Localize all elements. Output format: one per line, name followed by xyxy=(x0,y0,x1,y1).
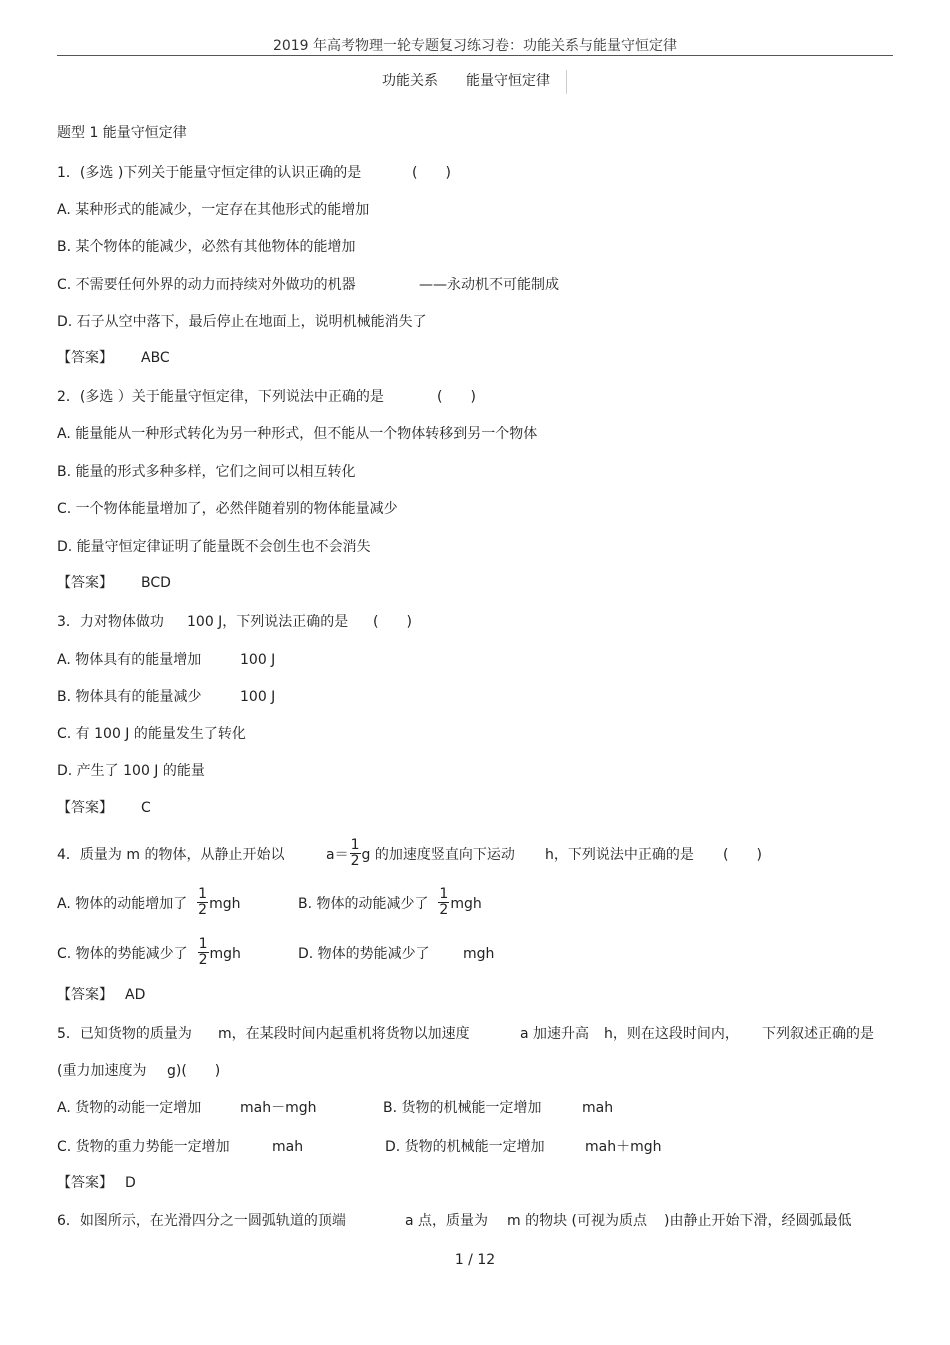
fraction-denominator: 2 xyxy=(350,852,360,869)
question-3-stem-value: 100 J，下列说法正确的是 xyxy=(187,614,349,630)
question-5-stem-part4: h，则在这段时间内， xyxy=(604,1026,739,1042)
question-6-stem-part2: a 点，质量为 xyxy=(405,1213,489,1229)
question-2-stem: 2．(多选 ）关于能量守恒定律，下列说法中正确的是 xyxy=(57,389,384,405)
question-1-paren: ( ) xyxy=(412,165,451,181)
fraction-one-half: $\frac{1}{2}$ xyxy=(439,885,449,918)
question-4-answer: AD xyxy=(125,987,146,1003)
question-3-option-d: D. 产生了 100 J 的能量 xyxy=(57,763,205,779)
fraction-one-half xyxy=(350,838,361,869)
question-5-line2-paren: g)( ) xyxy=(167,1063,221,1079)
question-5-stem-part5: 下列叙述正确的是 xyxy=(762,1026,874,1042)
document-header-title: 2019 年高考物理一轮专题复习练习卷：功能关系与能量守恒定律 xyxy=(272,38,678,54)
question-5-option-a: A. 货物的动能一定增加 xyxy=(57,1100,202,1116)
question-3-answer: C xyxy=(141,800,151,816)
question-4-a-equals: a＝ xyxy=(326,847,349,863)
question-1-answer-label: 【答案】 xyxy=(57,350,113,366)
question-2-option-a: A. 能量能从一种形式转化为另一种形式，但不能从一个物体转移到另一个物体 xyxy=(57,426,538,442)
question-5-option-c-value: mah xyxy=(272,1139,304,1155)
question-1-option-d: D. 石子从空中落下，最后停止在地面上，说明机械能消失了 xyxy=(57,314,427,330)
question-2-option-b: B. 能量的形式多种多样，它们之间可以相互转化 xyxy=(57,464,356,480)
fraction-one-half: $\frac{1}{2}$ xyxy=(198,935,208,968)
question-5-option-c: C. 货物的重力势能一定增加 xyxy=(57,1139,230,1155)
question-2-answer-label: 【答案】 xyxy=(57,575,113,591)
question-4-option-a: A. 物体的动能增加了 $\frac{1}{2}$ mgh xyxy=(57,885,241,918)
fraction-numerator: 1 xyxy=(350,836,360,853)
fraction-one-half: $\frac{1}{2}$ xyxy=(198,885,208,918)
subtitle-energy-conservation: 能量守恒定律 xyxy=(466,73,550,89)
question-4-stem-tail: h，下列说法中正确的是 xyxy=(545,847,694,863)
question-6-stem-part3: m 的物块 (可视为质点 xyxy=(507,1213,647,1229)
section-heading: 题型 1 能量守恒定律 xyxy=(57,125,187,141)
subtitle-divider xyxy=(566,70,567,94)
question-4-answer-label: 【答案】 xyxy=(57,987,113,1003)
question-1-option-c-tail: ——永动机不可能制成 xyxy=(419,277,559,293)
question-4-paren: ( ) xyxy=(723,847,762,863)
question-3-option-c: C. 有 100 J 的能量发生了转化 xyxy=(57,726,246,742)
question-5-option-a-value: mah－mgh xyxy=(240,1100,317,1116)
question-2-answer: BCD xyxy=(141,575,171,591)
question-5-stem-part2: m，在某段时间内起重机将货物以加速度 xyxy=(218,1026,470,1042)
page-number: 1 / 12 xyxy=(454,1252,496,1268)
question-5-option-b: B. 货物的机械能一定增加 xyxy=(383,1100,542,1116)
question-5-stem-part3: a 加速升高 xyxy=(520,1026,590,1042)
question-6-stem-part1: 6．如图所示，在光滑四分之一圆弧轨道的顶端 xyxy=(57,1213,346,1229)
question-3-paren: ( ) xyxy=(373,614,412,630)
header-rule xyxy=(57,55,893,56)
question-5-option-d: D. 货物的机械能一定增加 xyxy=(385,1139,545,1155)
question-5-answer-label: 【答案】 xyxy=(57,1175,113,1191)
question-4-option-c: C. 物体的势能减少了 $\frac{1}{2}$ mgh xyxy=(57,935,241,968)
question-3-stem: 3．力对物体做功 xyxy=(57,614,164,630)
question-1-option-a: A. 某种形式的能减少，一定存在其他形式的能增加 xyxy=(57,202,370,218)
question-4-option-b: B. 物体的动能减少了 $\frac{1}{2}$ mgh xyxy=(298,885,482,918)
question-4-stem: 4．质量为 m 的物体，从静止开始以 xyxy=(57,847,285,863)
question-4-g-text: g 的加速度竖直向下运动 xyxy=(361,847,515,863)
question-5-line2: (重力加速度为 xyxy=(57,1063,147,1079)
question-3-option-a-value: 100 J xyxy=(240,652,276,668)
question-5-option-b-value: mah xyxy=(582,1100,614,1116)
question-2-option-d: D. 能量守恒定律证明了能量既不会创生也不会消失 xyxy=(57,539,371,555)
question-5-option-d-value: mah＋mgh xyxy=(585,1139,662,1155)
question-3-answer-label: 【答案】 xyxy=(57,800,113,816)
question-5-stem-part1: 5．已知货物的质量为 xyxy=(57,1026,192,1042)
question-5-answer: D xyxy=(125,1175,136,1191)
question-4-option-d-value: mgh xyxy=(463,946,495,962)
subtitle-function-relation: 功能关系 xyxy=(382,73,438,89)
question-1-stem: 1．(多选 )下列关于能量守恒定律的认识正确的是 xyxy=(57,165,362,181)
question-2-paren: ( ) xyxy=(437,389,476,405)
question-3-option-b: B. 物体具有的能量减少 xyxy=(57,689,202,705)
question-2-option-c: C. 一个物体能量增加了，必然伴随着别的物体能量减少 xyxy=(57,501,398,517)
question-4-acceleration-expression xyxy=(326,835,515,875)
question-1-option-b: B. 某个物体的能减少，必然有其他物体的能增加 xyxy=(57,239,356,255)
question-6-stem-part4: )由静止开始下滑，经圆弧最低 xyxy=(664,1213,852,1229)
question-3-option-a: A. 物体具有的能量增加 xyxy=(57,652,202,668)
question-4-option-d: D. 物体的势能减少了 xyxy=(298,946,430,962)
question-1-answer: ABC xyxy=(141,350,170,366)
question-3-option-b-value: 100 J xyxy=(240,689,276,705)
question-1-option-c: C. 不需要任何外界的动力而持续对外做功的机器 xyxy=(57,277,356,293)
